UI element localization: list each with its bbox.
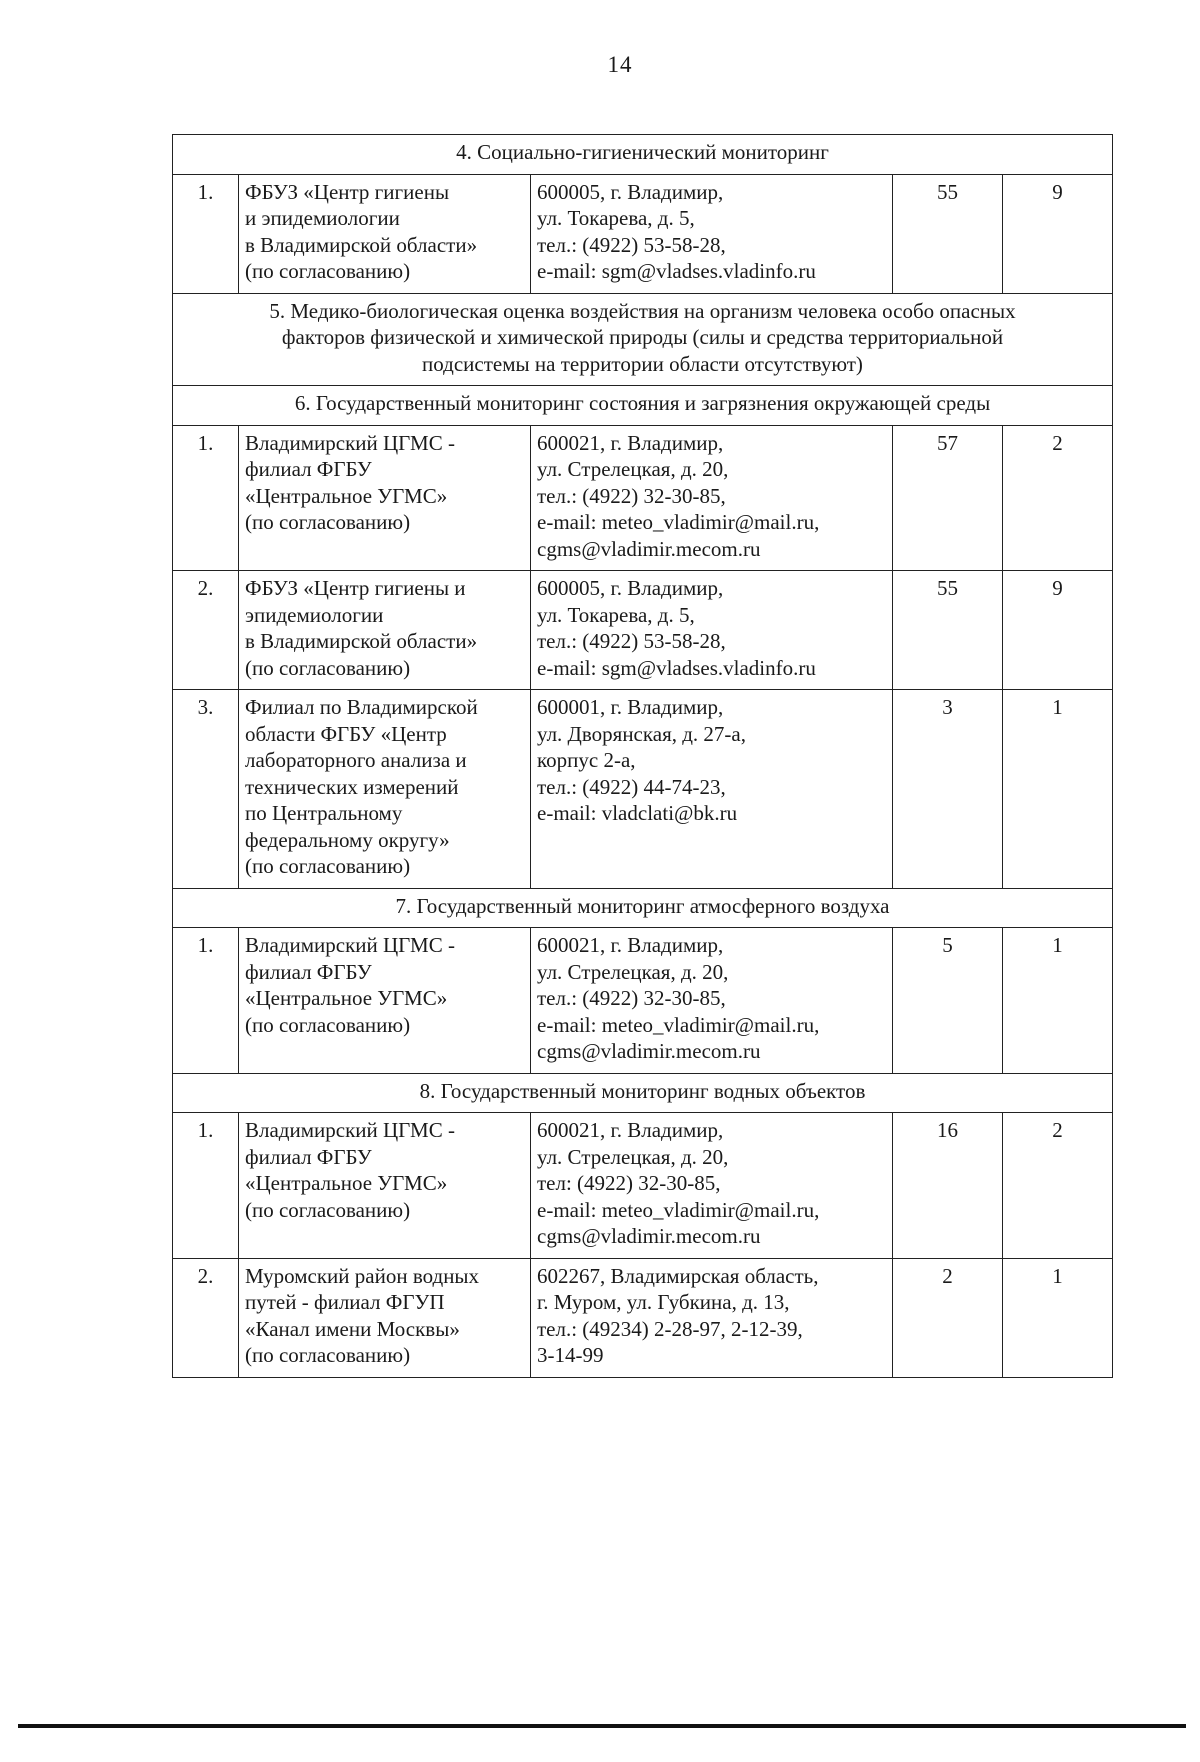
organization-line: Владимирский ЦГМС - bbox=[245, 430, 455, 455]
row-number: 2. bbox=[173, 571, 239, 690]
organization-cell bbox=[239, 690, 531, 889]
monitoring-table bbox=[172, 134, 1113, 1378]
organization-line: федеральному округу» bbox=[245, 827, 450, 852]
table-row bbox=[173, 571, 1113, 690]
section-title bbox=[173, 1073, 1113, 1113]
organization-cell bbox=[239, 1258, 531, 1377]
organization-line: (по согласованию) bbox=[245, 510, 411, 534]
address-line: корпус 2-а, bbox=[537, 748, 636, 772]
section-title-line: 5. Медико-биологическая оценка воздействия на организм человека особо опасных bbox=[269, 298, 1016, 323]
table-row bbox=[173, 425, 1113, 571]
value-cell-2: 9 bbox=[1003, 571, 1113, 690]
address-line: 600001, г. Владимир, bbox=[537, 695, 724, 719]
row-number: 1. bbox=[173, 928, 239, 1074]
address-line: e-mail: meteo_vladimir@mail.ru, bbox=[537, 1012, 820, 1037]
organization-line: филиал ФГБУ bbox=[245, 457, 372, 481]
value-cell-2: 2 bbox=[1003, 425, 1113, 571]
address-line: тел.: (4922) 53-58-28, bbox=[537, 232, 726, 257]
organization-line: лабораторного анализа и bbox=[245, 748, 467, 772]
organization-line: по Центральному bbox=[245, 801, 403, 825]
address-line: 600005, г. Владимир, bbox=[537, 576, 724, 600]
address-line: 3-14-99 bbox=[537, 1343, 604, 1367]
section-title-line: факторов физической и химической природы (силы и средства территориальной bbox=[281, 325, 1004, 349]
address-line: ул. Стрелецкая, д. 20, bbox=[537, 1144, 729, 1169]
address-line: ул. Стрелецкая, д. 20, bbox=[537, 457, 729, 481]
section-title-line: 8. Государственный мониторинг водных объектов bbox=[419, 1078, 866, 1103]
address-line: ул. Токарева, д. 5, bbox=[537, 206, 695, 230]
value-cell-1: 55 bbox=[893, 174, 1003, 293]
address-line: г. Муром, ул. Губкина, д. 13, bbox=[537, 1290, 790, 1314]
address-cell bbox=[531, 690, 893, 889]
value-cell-2: 9 bbox=[1003, 174, 1113, 293]
address-line: 600005, г. Владимир, bbox=[537, 179, 724, 204]
organization-line: и эпидемиологии bbox=[245, 206, 400, 230]
table-body bbox=[173, 135, 1113, 1378]
organization-cell bbox=[239, 571, 531, 690]
address-line: тел.: (4922) 53-58-28, bbox=[537, 629, 726, 653]
section-header-row bbox=[173, 1073, 1113, 1113]
row-number: 1. bbox=[173, 1113, 239, 1259]
value-cell-2: 2 bbox=[1003, 1113, 1113, 1259]
address-line: e-mail: meteo_vladimir@mail.ru, bbox=[537, 510, 820, 534]
address-line: e-mail: vladclati@bk.ru bbox=[537, 801, 738, 825]
address-line: e-mail: meteo_vladimir@mail.ru, bbox=[537, 1197, 820, 1222]
value-cell-1: 55 bbox=[893, 571, 1003, 690]
organization-line: «Центральное УГМС» bbox=[245, 986, 448, 1010]
row-number: 1. bbox=[173, 425, 239, 571]
organization-line: Муромский район водных bbox=[245, 1263, 480, 1288]
organization-line: в Владимирской области» bbox=[245, 629, 478, 653]
organization-line: технических измерений bbox=[245, 774, 459, 799]
organization-line: (по согласованию) bbox=[245, 1012, 411, 1037]
value-cell-2: 1 bbox=[1003, 928, 1113, 1074]
organization-line: (по согласованию) bbox=[245, 1197, 411, 1222]
section-title bbox=[173, 888, 1113, 928]
table-row bbox=[173, 928, 1113, 1074]
address-line: ул. Токарева, д. 5, bbox=[537, 602, 695, 627]
organization-line: (по согласованию) bbox=[245, 259, 411, 283]
row-number: 3. bbox=[173, 690, 239, 889]
address-line: cgms@vladimir.mecom.ru bbox=[537, 1224, 761, 1248]
section-title bbox=[173, 135, 1113, 175]
organization-line: путей - филиал ФГУП bbox=[245, 1290, 445, 1314]
section-title-line: 6. Государственный мониторинг состояния и загрязнения окружающей среды bbox=[294, 391, 991, 415]
table-row bbox=[173, 690, 1113, 889]
organization-cell bbox=[239, 425, 531, 571]
row-number: 1. bbox=[173, 174, 239, 293]
address-line: тел: (4922) 32-30-85, bbox=[537, 1171, 721, 1195]
section-header-row bbox=[173, 293, 1113, 386]
address-line: тел.: (4922) 32-30-85, bbox=[537, 986, 726, 1010]
row-number: 2. bbox=[173, 1258, 239, 1377]
value-cell-1: 5 bbox=[893, 928, 1003, 1074]
organization-line: филиал ФГБУ bbox=[245, 959, 372, 984]
address-line: тел.: (4922) 32-30-85, bbox=[537, 483, 726, 508]
table-row bbox=[173, 174, 1113, 293]
table-row bbox=[173, 1113, 1113, 1259]
organization-line: «Центральное УГМС» bbox=[245, 1171, 448, 1195]
page-number: 14 bbox=[607, 52, 633, 77]
organization-line: ФБУЗ «Центр гигиены и bbox=[245, 576, 466, 600]
address-cell bbox=[531, 1113, 893, 1259]
address-line: тел.: (4922) 44-74-23, bbox=[537, 774, 726, 799]
section-header-row bbox=[173, 135, 1113, 175]
table-row bbox=[173, 1258, 1113, 1377]
organization-line: Владимирский ЦГМС - bbox=[245, 933, 455, 957]
section-title bbox=[173, 293, 1113, 386]
address-line: ул. Стрелецкая, д. 20, bbox=[537, 959, 729, 984]
address-line: cgms@vladimir.mecom.ru bbox=[537, 536, 761, 561]
bottom-rule bbox=[18, 1724, 1186, 1728]
section-header-row bbox=[173, 888, 1113, 928]
section-header-row bbox=[173, 386, 1113, 426]
section-title bbox=[173, 386, 1113, 426]
value-cell-1: 57 bbox=[893, 425, 1003, 571]
organization-cell bbox=[239, 1113, 531, 1259]
value-cell-1: 3 bbox=[893, 690, 1003, 889]
address-cell bbox=[531, 425, 893, 571]
organization-line: в Владимирской области» bbox=[245, 232, 478, 257]
organization-line: (по согласованию) bbox=[245, 655, 411, 680]
address-cell bbox=[531, 174, 893, 293]
organization-cell bbox=[239, 928, 531, 1074]
address-line: ул. Дворянская, д. 27-а, bbox=[537, 721, 746, 746]
address-cell bbox=[531, 571, 893, 690]
organization-line: (по согласованию) bbox=[245, 1343, 411, 1367]
address-line: 600021, г. Владимир, bbox=[537, 933, 724, 957]
organization-cell bbox=[239, 174, 531, 293]
address-cell bbox=[531, 1258, 893, 1377]
address-line: 602267, Владимирская область, bbox=[537, 1263, 819, 1288]
value-cell-2: 1 bbox=[1003, 1258, 1113, 1377]
section-title-line: подсистемы на территории области отсутствуют) bbox=[422, 351, 863, 376]
section-title-line: 4. Социально-гигиенический мониторинг bbox=[456, 140, 829, 164]
address-line: 600021, г. Владимир, bbox=[537, 430, 724, 455]
organization-line: ФБУЗ «Центр гигиены bbox=[245, 179, 450, 204]
organization-line: (по согласованию) bbox=[245, 854, 411, 878]
section-title-line: 7. Государственный мониторинг атмосферного воздуха bbox=[395, 893, 890, 918]
value-cell-1: 16 bbox=[893, 1113, 1003, 1259]
address-line: e-mail: sgm@vladses.vladinfo.ru bbox=[537, 655, 816, 680]
address-line: e-mail: sgm@vladses.vladinfo.ru bbox=[537, 259, 816, 283]
organization-line: области ФГБУ «Центр bbox=[245, 721, 447, 746]
value-cell-1: 2 bbox=[893, 1258, 1003, 1377]
organization-line: Филиал по Владимирской bbox=[245, 695, 478, 719]
organization-line: филиал ФГБУ bbox=[245, 1144, 372, 1169]
address-line: 600021, г. Владимир, bbox=[537, 1118, 724, 1142]
organization-line: эпидемиологии bbox=[245, 602, 384, 627]
organization-line: Владимирский ЦГМС - bbox=[245, 1118, 455, 1142]
address-line: тел.: (49234) 2-28-97, 2-12-39, bbox=[537, 1316, 803, 1341]
organization-line: «Канал имени Москвы» bbox=[245, 1316, 460, 1341]
organization-line: «Центральное УГМС» bbox=[245, 483, 448, 508]
address-cell bbox=[531, 928, 893, 1074]
value-cell-2: 1 bbox=[1003, 690, 1113, 889]
address-line: cgms@vladimir.mecom.ru bbox=[537, 1039, 761, 1063]
